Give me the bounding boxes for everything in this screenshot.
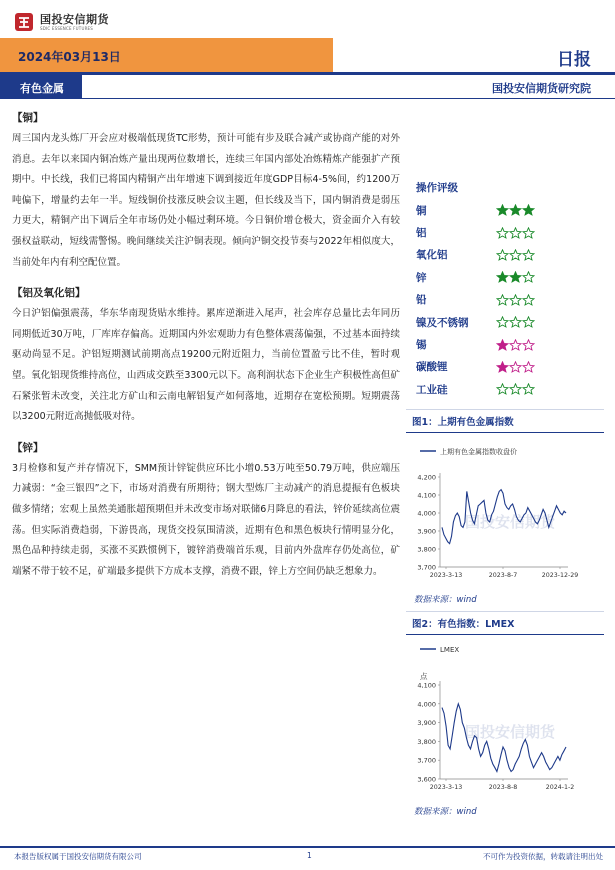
rating-stars (496, 249, 535, 261)
rating-metal-name: 工业硅 (416, 383, 448, 396)
rating-row (406, 266, 604, 288)
figure-1-source: 数据来源：wind (414, 594, 477, 605)
x-tick-label: 2024-1-2 (545, 783, 575, 791)
y-tick-label: 4,000 (417, 509, 436, 518)
rating-stars (496, 294, 535, 306)
aluminum-section (12, 285, 400, 428)
figure-2-source: 数据来源：wind (414, 806, 477, 817)
star-empty-icon (496, 249, 509, 261)
y-tick-label: 4,100 (417, 491, 436, 500)
star-empty-icon (522, 227, 535, 239)
rating-metal-name: 锌 (416, 271, 427, 284)
chart-watermark: 国投安信期货 (464, 512, 556, 531)
section-title: 【铜】 (12, 112, 44, 124)
star-empty-icon (509, 249, 522, 261)
star-filled-icon (509, 204, 522, 216)
star-empty-icon (509, 339, 522, 351)
rating-metal-name: 锡 (416, 339, 427, 352)
footer-disclaimer: 不可作为投资依据，转载请注明出处 (483, 852, 603, 861)
page-number: 1 (307, 851, 312, 860)
section-title: 【锌】 (12, 441, 44, 454)
legend-label: LMEX (440, 645, 460, 654)
star-empty-icon (522, 361, 535, 373)
rating-metal-name: 铜 (416, 204, 427, 217)
rating-metal-name: 氧化铝 (416, 249, 448, 262)
y-tick-label: 3,800 (417, 737, 436, 746)
date-banner (0, 38, 333, 72)
y-tick-label: 4,200 (417, 473, 436, 482)
star-empty-icon (496, 383, 509, 395)
header-divider (0, 72, 615, 75)
rating-row (406, 356, 604, 378)
y-tick-label: 4,100 (417, 681, 436, 690)
star-empty-icon (496, 316, 509, 328)
rating-stars (496, 383, 535, 395)
star-empty-icon (522, 316, 535, 328)
star-filled-icon (509, 271, 522, 283)
rating-row (406, 289, 604, 311)
rating-stars (496, 339, 535, 351)
rating-metal-name: 镍及不锈钢 (416, 316, 469, 329)
logo-name: 国投安信期货 (40, 12, 109, 26)
figure-2-chart (406, 635, 604, 797)
section-title: 【铝及氧化铝】 (12, 287, 86, 300)
zinc-section (12, 440, 400, 583)
section-body: 3月检修和复产并存情况下，SMM预计锌锭供应环比小增0.53万吨至50.79万吨，供应端压力减弱：“金三银四”之下，市场对消费有所期待；钢大型炼厂主动减产的消息提振有色板块做多情绪；宏观上虽然美通胀超预期但并未改变市场对联储6月降息的看法，锌价延续高位震荡。但实际消费趋弱，下游畏高，现货交投氛围清淡，近期有色和黑色板块行情明显分化，黑色品种持续走弱，买涨不买跌惯例下，镀锌消费端首乐观，目前内外盘库存仍处高位，矿端紧不带于较不足，矿端最多提供下方成本支撑，消费不跟，锌上方空间仍缺乏想象力。 (12, 462, 400, 577)
y-tick-label: 3,700 (417, 756, 436, 765)
rating-row (406, 311, 604, 333)
star-filled-icon (496, 361, 509, 373)
report-date: 2024年03月13日 (18, 50, 121, 64)
star-empty-icon (509, 383, 522, 395)
star-empty-icon (509, 294, 522, 306)
rating-stars (496, 227, 535, 239)
copper-section (12, 110, 400, 273)
report-type-title: 日报 (557, 50, 591, 70)
star-filled-icon (522, 204, 535, 216)
commentary-column (12, 110, 400, 582)
footer-rule (0, 846, 615, 848)
star-empty-icon (496, 294, 509, 306)
star-empty-icon (522, 339, 535, 351)
x-tick-label: 2023-8-7 (488, 571, 518, 579)
star-empty-icon (522, 383, 535, 395)
rating-row (406, 199, 604, 221)
star-empty-icon (496, 227, 509, 239)
y-tick-label: 3,700 (417, 563, 436, 572)
footer-copyright: 本报告版权属于国投安信期货有限公司 (14, 852, 142, 861)
y-axis-unit: 点 (420, 671, 428, 681)
sidebar (406, 180, 604, 817)
institute-name: 国投安信期货研究院 (492, 82, 591, 95)
figure-2-title: 图2：有色指数：LMEX (406, 611, 604, 635)
star-filled-icon (496, 271, 509, 283)
y-tick-label: 3,900 (417, 527, 436, 536)
star-empty-icon (509, 227, 522, 239)
rating-stars (496, 361, 535, 373)
y-tick-label: 3,600 (417, 775, 436, 784)
rating-stars (496, 316, 535, 328)
star-empty-icon (522, 249, 535, 261)
logo-english: SDIC ESSENCE FUTURES (40, 25, 94, 31)
header-rule (82, 98, 615, 99)
rating-stars (496, 204, 535, 216)
star-filled-icon (496, 339, 509, 351)
logo-emblem-icon (14, 12, 34, 32)
rating-metal-name: 铅 (416, 294, 427, 307)
section-banner (0, 75, 82, 99)
rating-row (406, 378, 604, 400)
rating-title: 操作评级 (416, 182, 458, 194)
y-tick-label: 4,000 (417, 699, 436, 708)
rating-metal-name: 铝 (416, 227, 427, 240)
company-logo (14, 10, 204, 34)
rating-row (406, 333, 604, 355)
rating-row (406, 244, 604, 266)
rating-row (406, 221, 604, 243)
star-empty-icon (509, 361, 522, 373)
star-empty-icon (509, 316, 522, 328)
star-filled-icon (496, 204, 509, 216)
figure-1-title: 图1：上期有色金属指数 (406, 409, 604, 433)
rating-stars (496, 271, 535, 283)
section-label: 有色金属 (20, 82, 64, 95)
section-body: 今日沪铝偏强震荡，华东华南现货贴水维持。累库逆渐进入尾声，社会库存总量比去年同历同期低近30万吨，厂库库存偏高。近期国内外宏观助力有色整体震荡偏强，不过基本面持续驱动尚显不足。沪铝短期测试前期高点19200元附近阻力，当前位置盈亏比不佳，暂时观望。氧化铝现货维持高位，山西成交跌至3300元以下。高利润状态下企业生产积极性高但矿石紧张暂未改变，关注北方矿山和云南电解铝复产如何落地，近期存在宽松预期。短期震荡以3200元附近高抛低吸对待。 (12, 308, 400, 423)
figure-1-chart (406, 433, 604, 585)
section-body: 周三国内龙头炼厂开会应对极端低现货TC形势，预计可能有步及联合减产或协商产能的对外消息。去年以来国内铜冶炼产量出现两位数增长，连续三年国内部处冶炼精炼产能强扩产预期中。中长线，我们已将国内精铜产出年增速下调到接近年度GDP目标4-5%间，约1200万吨偏下，增量约去年一半。短线铜价技涨反映会议主题，但长线及当下，国内铜消费是弱压力更大，精铜产出下调后全年市场仍处小幅过剩环境。今日铜价增仓极大，资金面介入有较强权益联动，短线需警惕。晚间继续关注沪铜表现。倾向沪铜交投节奏与2022年相似度大，当前处年内有利空配位置。 (12, 133, 400, 268)
rating-list (406, 199, 604, 401)
y-tick-label: 3,800 (417, 545, 436, 554)
x-tick-label: 2023-3-13 (429, 571, 463, 579)
chart-watermark: 国投安信期货 (464, 722, 556, 741)
legend-label: 上期有色金属指数收盘价 (440, 447, 517, 456)
star-empty-icon (522, 271, 535, 283)
star-empty-icon (522, 294, 535, 306)
x-tick-label: 2023-3-13 (429, 783, 463, 791)
rating-metal-name: 碳酸锂 (416, 361, 448, 374)
y-tick-label: 3,900 (417, 718, 436, 727)
x-tick-label: 2023-12-29 (541, 571, 579, 579)
x-tick-label: 2023-8-8 (488, 783, 518, 791)
